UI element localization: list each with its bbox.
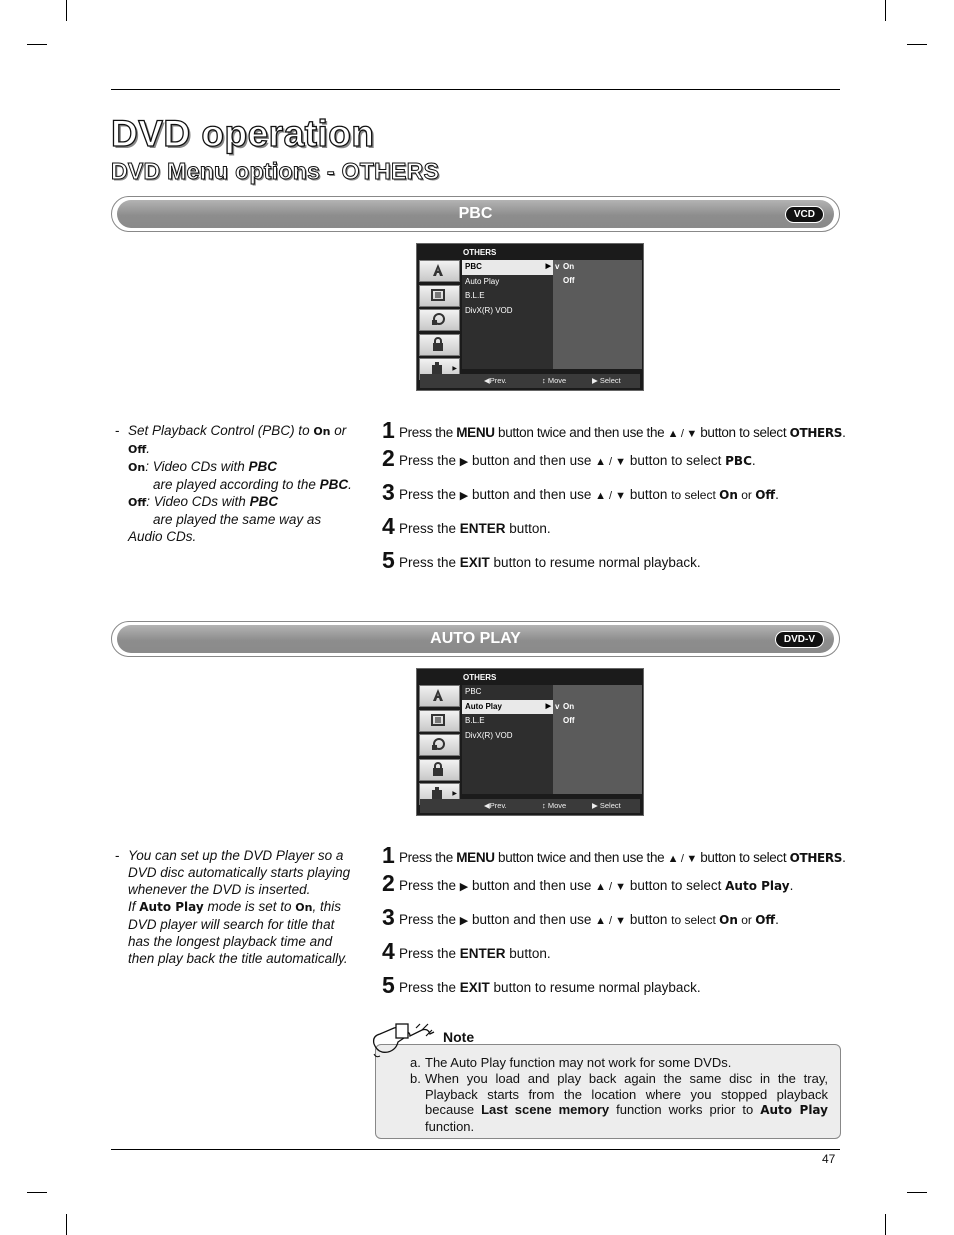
osd-item-ble: B.L.E (465, 291, 485, 300)
disc-badge: DVD-V (775, 631, 824, 648)
language-icon (419, 685, 460, 707)
osd-menu-screenshot (416, 243, 644, 391)
osd-item-auto-play: Auto Play (465, 276, 500, 286)
section-bar-auto-play (111, 621, 840, 657)
crop-mark (885, 0, 886, 21)
top-rule (111, 89, 840, 90)
bottom-rule (111, 1149, 840, 1150)
lock-icon (419, 334, 460, 356)
osd-option-off: Off (563, 716, 575, 725)
crop-mark (885, 1214, 886, 1235)
osd-title: OTHERS (463, 673, 497, 682)
osd-select: ▶ Select (592, 801, 621, 810)
section-title: PBC (458, 205, 493, 222)
crop-mark (66, 0, 67, 21)
crop-mark (27, 1192, 47, 1193)
osd-icon-column (419, 260, 460, 383)
page-number: 47 (822, 1152, 836, 1166)
osd-menu-list (462, 685, 553, 794)
disc-badge: VCD (785, 206, 824, 223)
osd-prev: ◀Prev. (484, 801, 507, 810)
osd-footer (420, 799, 640, 813)
osd-option-on: v On (555, 262, 575, 271)
page-title: DVD operation (111, 113, 375, 154)
osd-title: OTHERS (463, 248, 497, 257)
display-icon (419, 285, 460, 307)
lock-icon (419, 759, 460, 781)
osd-item-divx-vod: DivX(R) VOD (465, 305, 513, 315)
display-icon (419, 710, 460, 732)
osd-footer (420, 374, 640, 388)
osd-select: ▶ Select (592, 376, 621, 385)
section-bar-pbc (111, 196, 840, 232)
page-subtitle: DVD Menu options - OTHERS (111, 158, 440, 184)
osd-move: ↕ Move (542, 376, 567, 385)
osd-item-divx-vod: DivX(R) VOD (465, 730, 513, 740)
osd-item-ble: B.L.E (465, 716, 485, 725)
audio-icon (419, 734, 460, 756)
section-title: AUTO PLAY (430, 630, 521, 647)
crop-mark (907, 1192, 927, 1193)
osd-item-pbc: PBC ▶ (462, 260, 553, 275)
note-label: Note (443, 1029, 475, 1045)
osd-options (553, 260, 642, 369)
osd-options (553, 685, 642, 794)
osd-item-auto-play: Auto Play ▶ (462, 700, 553, 715)
crop-mark (27, 44, 47, 45)
osd-menu-screenshot (416, 668, 644, 816)
osd-menu-list (462, 260, 553, 369)
osd-option-on: v On (555, 702, 575, 711)
osd-move: ↕ Move (542, 801, 567, 810)
osd-icon-column (419, 685, 460, 808)
crop-mark (907, 44, 927, 45)
audio-icon (419, 309, 460, 331)
osd-prev: ◀Prev. (484, 376, 507, 385)
osd-item-pbc: PBC (465, 687, 482, 696)
language-icon (419, 260, 460, 282)
osd-option-off: Off (563, 276, 575, 285)
crop-mark (66, 1214, 67, 1235)
